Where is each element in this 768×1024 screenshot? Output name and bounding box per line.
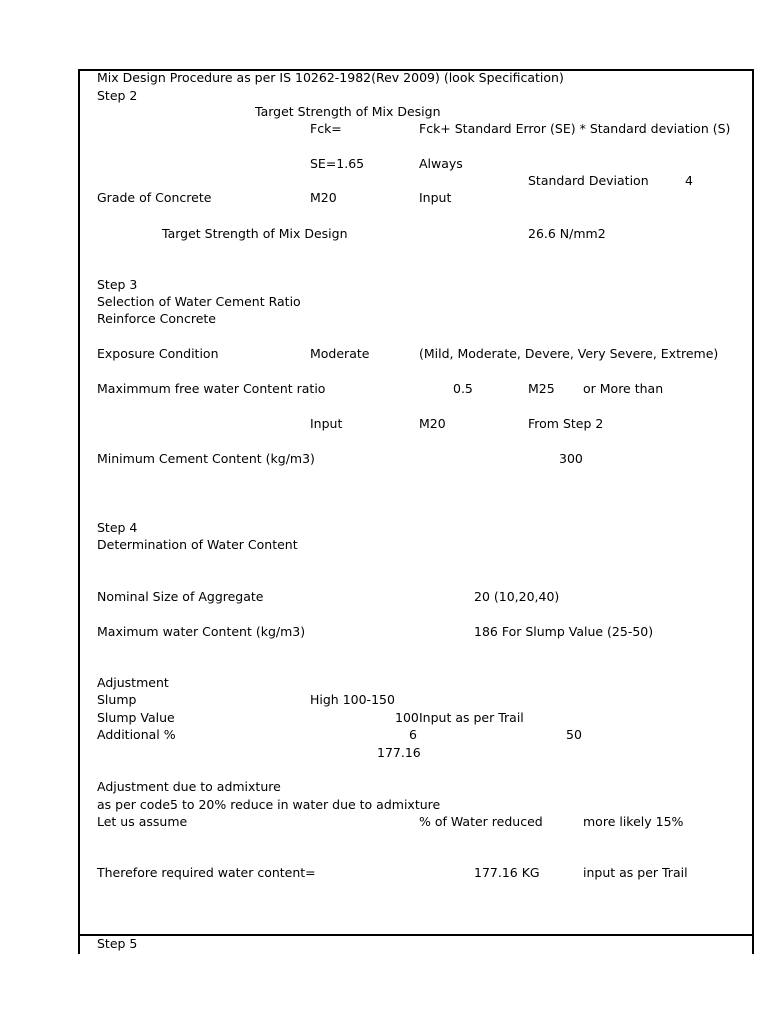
target-value: 26.6 N/mm2 [528,226,606,241]
water-label: Maximum water Content (kg/m3) [97,624,306,639]
exposure-value: Moderate [310,346,370,361]
document-title: Mix Design Procedure as per IS 10262-1982(Rev 2009) (look Specification) [97,70,564,85]
wc-note: or More than [583,381,664,396]
reduced-note: more likely 15% [583,814,684,829]
input-grade: M20 [419,416,446,431]
step4-label: Step 4 [97,520,138,535]
input-note: From Step 2 [528,416,604,431]
agg-label: Nominal Size of Aggregate [97,589,264,604]
se-value: SE=1.65 [310,156,365,171]
required-value: 177.16 KG [474,865,540,880]
required-note: input as per Trail [583,865,688,880]
frame-left-edge [78,934,80,954]
frame-right-edge [752,934,754,954]
fck-label: Fck= [310,121,342,136]
exposure-label: Exposure Condition [97,346,219,361]
additional-extra: 50 [566,727,582,742]
slump-value-note: Input as per Trail [419,710,524,725]
admixture-label: Adjustment due to admixture [97,779,281,794]
step3-line1: Selection of Water Cement Ratio [97,294,301,309]
step2-label: Step 2 [97,88,138,103]
grade-note: Input [419,190,452,205]
step5-label: Step 5 [97,936,138,951]
step3-label: Step 3 [97,277,138,292]
step4-line1: Determination of Water Content [97,537,298,552]
input-label: Input [310,416,343,431]
grade-label: Grade of Concrete [97,190,212,205]
water-value: 186 For Slump Value (25-50) [474,624,654,639]
sd-label: Standard Deviation [528,173,649,188]
agg-value: 20 (10,20,40) [474,589,560,604]
step2-heading: Target Strength of Mix Design [255,104,441,119]
reduced-label: % of Water reduced [419,814,543,829]
admixture-code: as per code5 to 20% reduce in water due to admixture [97,797,441,812]
wc-label: Maximmum free water Content ratio [97,381,326,396]
wc-grade: M25 [528,381,555,396]
additional-label: Additional % [97,727,176,742]
step3-line2: Reinforce Concrete [97,311,216,326]
row-divider [78,934,754,936]
target-label: Target Strength of Mix Design [162,226,348,241]
slump-value-label: Slump Value [97,710,175,725]
exposure-options: (Mild, Moderate, Devere, Very Severe, Extreme) [419,346,719,361]
fck-formula: Fck+ Standard Error (SE) * Standard deviation (S) [419,121,731,136]
cement-label: Minimum Cement Content (kg/m3) [97,451,315,466]
sd-value: 4 [685,173,693,188]
wc-value: 0.5 [453,381,473,396]
additional-value: 6 [409,727,417,742]
cement-value: 300 [559,451,583,466]
assume-label: Let us assume [97,814,188,829]
slump-value: High 100-150 [310,692,395,707]
grade-value: M20 [310,190,337,205]
adjusted-total: 177.16 [377,745,421,760]
adjustment-label: Adjustment [97,675,169,690]
se-note: Always [419,156,463,171]
required-label: Therefore required water content= [97,865,316,880]
slump-value-number: 100 [395,710,419,725]
slump-label: Slump [97,692,137,707]
